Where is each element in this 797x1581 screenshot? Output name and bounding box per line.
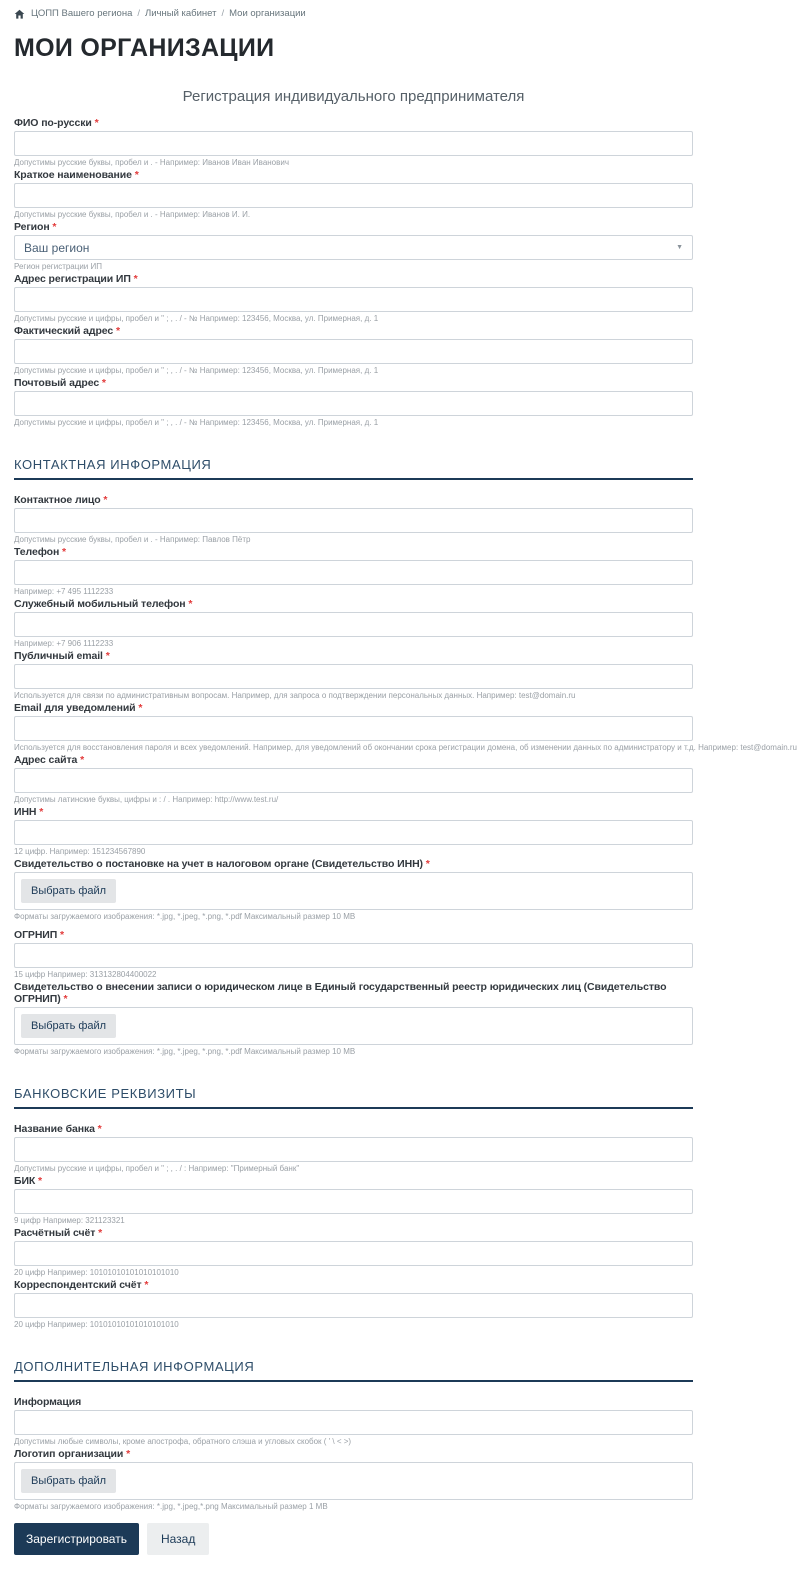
required-asterisk: * (52, 221, 57, 233)
logo-file-field (14, 1462, 693, 1500)
required-asterisk: * (60, 929, 65, 941)
field-hint: Форматы загружаемого изображения: *.jpg, *.jpeg, *.png, *.pdf Максимальный размер 10 MB (14, 912, 356, 921)
required-asterisk: * (62, 546, 67, 558)
work-mobile-phone-input[interactable] (14, 612, 693, 637)
website-input[interactable] (14, 768, 693, 793)
field-label-text: Логотип организации (14, 1448, 124, 1460)
field-hint: Форматы загружаемого изображения: *.jpg, *.jpeg, *.png, *.pdf Максимальный размер 10 MB (14, 1047, 356, 1056)
field-label (14, 377, 693, 389)
form-field (14, 598, 693, 648)
field-label (14, 858, 693, 870)
register-button[interactable]: Зарегистрировать (14, 1523, 139, 1555)
field-hint: Допустимы русские и цифры, пробел и " ; , . / - № Например: 123456, Москва, ул. Примерная, д. 1 (14, 314, 379, 323)
field-label (14, 117, 693, 129)
field-label (14, 169, 693, 181)
breadcrumb (14, 8, 693, 20)
field-hint: Допустимы русские буквы, пробел и . - Например: Павлов Пётр (14, 535, 251, 544)
form-field (14, 1279, 693, 1329)
field-hint: Используется для восстановления пароля и всех уведомлений. Например, для уведомлений об окончании срока регистрации домена, об изменении данных по администратору и т.д. Например: test@domain.ru (14, 743, 797, 752)
required-asterisk: * (101, 377, 106, 389)
field-label-text: Корреспондентский счёт (14, 1279, 142, 1291)
field-label (14, 1175, 693, 1187)
field-hint: Форматы загружаемого изображения: *.jpg, *.jpeg,*.png Максимальный размер 1 MB (14, 1502, 328, 1511)
field-label (14, 546, 693, 558)
field-label-text: Расчётный счёт (14, 1227, 96, 1239)
region-select[interactable] (14, 235, 693, 260)
field-hint: Допустимы русские буквы, пробел и . - Например: Иванов Иван Иванович (14, 158, 290, 167)
registration-form (14, 117, 797, 1511)
field-label (14, 494, 693, 506)
form-field (14, 494, 693, 544)
field-label-text: ОГРНИП (14, 929, 58, 941)
form-field (14, 117, 693, 167)
field-label-text: Краткое наименование (14, 169, 132, 181)
form-field (14, 806, 693, 856)
public-email-input[interactable] (14, 664, 693, 689)
field-label (14, 1123, 693, 1135)
section-header: КОНТАКТНАЯ ИНФОРМАЦИЯ (14, 457, 693, 480)
field-label (14, 1227, 693, 1239)
chevron-down-icon: ▼ (676, 244, 683, 251)
choose-file-button[interactable]: Выбрать файл (21, 1014, 116, 1038)
required-asterisk: * (97, 1123, 102, 1135)
field-label (14, 325, 693, 337)
field-hint: 20 цифр Например: 10101010101010101010 (14, 1320, 179, 1329)
field-hint: 12 цифр. Например: 151234567890 (14, 847, 146, 856)
form-field (14, 1448, 693, 1511)
form-field (14, 1227, 693, 1277)
field-hint: 15 цифр Например: 313132804400022 (14, 970, 157, 979)
required-asterisk: * (103, 494, 108, 506)
form-field (14, 377, 693, 427)
form-field (14, 1123, 693, 1173)
form-field (14, 754, 693, 804)
field-label-text: Служебный мобильный телефон (14, 598, 186, 610)
breadcrumb-link[interactable]: ЦОПП Вашего региона (31, 8, 133, 19)
field-hint: 9 цифр Например: 321123321 (14, 1216, 125, 1225)
info-input[interactable] (14, 1410, 693, 1435)
field-label-text: Свидетельство о постановке на учет в налоговом органе (Свидетельство ИНН) (14, 858, 423, 870)
required-asterisk: * (38, 1175, 43, 1187)
field-hint: 20 цифр Например: 10101010101010101010 (14, 1268, 179, 1277)
form-field (14, 702, 797, 752)
form-field (14, 169, 693, 219)
field-hint: Регион регистрации ИП (14, 262, 102, 271)
select-value: Ваш регион (24, 240, 90, 255)
required-asterisk: * (98, 1227, 103, 1239)
field-hint: Допустимы латинские буквы, цифры и : / . Например: http://www.test.ru/ (14, 795, 279, 804)
field-hint: Например: +7 906 1112233 (14, 639, 114, 648)
required-asterisk: * (63, 993, 68, 1005)
form-field (14, 221, 693, 271)
required-asterisk: * (39, 806, 44, 818)
required-asterisk: * (138, 702, 143, 714)
breadcrumb-separator: / (221, 8, 225, 19)
home-icon[interactable] (14, 9, 25, 20)
field-label-text: Адрес сайта (14, 754, 78, 766)
field-label (14, 981, 693, 1005)
required-asterisk: * (126, 1448, 131, 1460)
required-asterisk: * (115, 325, 120, 337)
fio-input[interactable] (14, 131, 693, 156)
form-field (14, 1396, 693, 1446)
notification-email-input[interactable] (14, 716, 693, 741)
required-asterisk: * (94, 117, 99, 129)
field-label-text: Название банка (14, 1123, 95, 1135)
field-label (14, 1396, 693, 1408)
inn-input[interactable] (14, 820, 693, 845)
required-asterisk: * (133, 273, 138, 285)
field-label (14, 702, 693, 714)
form-field (14, 981, 693, 1056)
field-label (14, 1279, 693, 1291)
required-asterisk: * (425, 858, 430, 870)
form-field (14, 273, 693, 323)
required-asterisk: * (80, 754, 85, 766)
field-label-text: Email для уведомлений (14, 702, 136, 714)
field-hint: Допустимы русские и цифры, пробел и " ; , . / : Например: "Примерный банк" (14, 1164, 300, 1173)
registration-address-input[interactable] (14, 287, 693, 312)
field-label-text: Свидетельство о внесении записи о юридическом лице в Единый государственный реестр юридических лиц (Свидетельство ОГРНИП) (14, 981, 667, 1005)
page-title: МОИ ОРГАНИЗАЦИИ (14, 34, 275, 62)
field-label-text: Почтовый адрес (14, 377, 100, 389)
field-label-text: Фактический адрес (14, 325, 114, 337)
field-label-text: Информация (14, 1396, 82, 1408)
actual-address-input[interactable] (14, 339, 693, 364)
field-label-text: БИК (14, 1175, 36, 1187)
required-asterisk: * (105, 650, 110, 662)
field-label-text: Телефон (14, 546, 60, 558)
breadcrumb-link[interactable]: Личный кабинет (145, 8, 217, 19)
short-name-input[interactable] (14, 183, 693, 208)
correspondent-account-input[interactable] (14, 1293, 693, 1318)
settlement-account-input[interactable] (14, 1241, 693, 1266)
form-field (14, 858, 693, 921)
postal-address-input[interactable] (14, 391, 693, 416)
contact-person-input[interactable] (14, 508, 693, 533)
field-label (14, 221, 693, 233)
bik-input[interactable] (14, 1189, 693, 1214)
field-label (14, 598, 693, 610)
required-asterisk: * (188, 598, 193, 610)
form-title: Регистрация индивидуального предпринимателя (182, 88, 525, 105)
breadcrumb-separator: / (137, 8, 141, 19)
form-actions (14, 1523, 693, 1555)
field-label (14, 806, 693, 818)
section-header: БАНКОВСКИЕ РЕКВИЗИТЫ (14, 1086, 693, 1109)
field-hint: Допустимы русские буквы, пробел и . - Например: Иванов И. И. (14, 210, 251, 219)
form-field (14, 325, 693, 375)
field-label-text: ИНН (14, 806, 37, 818)
field-label (14, 650, 693, 662)
field-hint: Например: +7 495 1112233 (14, 587, 114, 596)
field-label-text: Адрес регистрации ИП (14, 273, 131, 285)
ogrnip-input[interactable] (14, 943, 693, 968)
form-field (14, 929, 693, 979)
breadcrumb-link[interactable]: Мои организации (229, 8, 306, 19)
field-label (14, 754, 693, 766)
field-label-text: Контактное лицо (14, 494, 101, 506)
field-label (14, 1448, 693, 1460)
required-asterisk: * (144, 1279, 149, 1291)
section-header: ДОПОЛНИТЕЛЬНАЯ ИНФОРМАЦИЯ (14, 1359, 693, 1382)
field-hint: Допустимы русские и цифры, пробел и " ; , . / - № Например: 123456, Москва, ул. Примерная, д. 1 (14, 418, 379, 427)
form-field (14, 546, 693, 596)
choose-file-button[interactable]: Выбрать файл (21, 879, 116, 903)
field-label (14, 273, 693, 285)
choose-file-button[interactable]: Выбрать файл (21, 1469, 116, 1493)
back-button[interactable]: Назад (147, 1523, 209, 1555)
field-hint: Допустимы любые символы, кроме апострофа, обратного слэша и угловых скобок ( ' \ < >) (14, 1437, 352, 1446)
form-field (14, 1175, 693, 1225)
form-field (14, 650, 693, 700)
phone-input[interactable] (14, 560, 693, 585)
field-hint: Используется для связи по административным вопросам. Например, для запроса о подтверждении персональных данных. Например: test@domain.ru (14, 691, 576, 700)
inn-certificate-file-field (14, 872, 693, 910)
ogrnip-certificate-file-field (14, 1007, 693, 1045)
field-label-text: ФИО по-русски (14, 117, 92, 129)
required-asterisk: * (134, 169, 139, 181)
field-hint: Допустимы русские и цифры, пробел и " ; , . / - № Например: 123456, Москва, ул. Примерная, д. 1 (14, 366, 379, 375)
field-label-text: Регион (14, 221, 50, 233)
field-label (14, 929, 693, 941)
field-label-text: Публичный email (14, 650, 103, 662)
bank-name-input[interactable] (14, 1137, 693, 1162)
